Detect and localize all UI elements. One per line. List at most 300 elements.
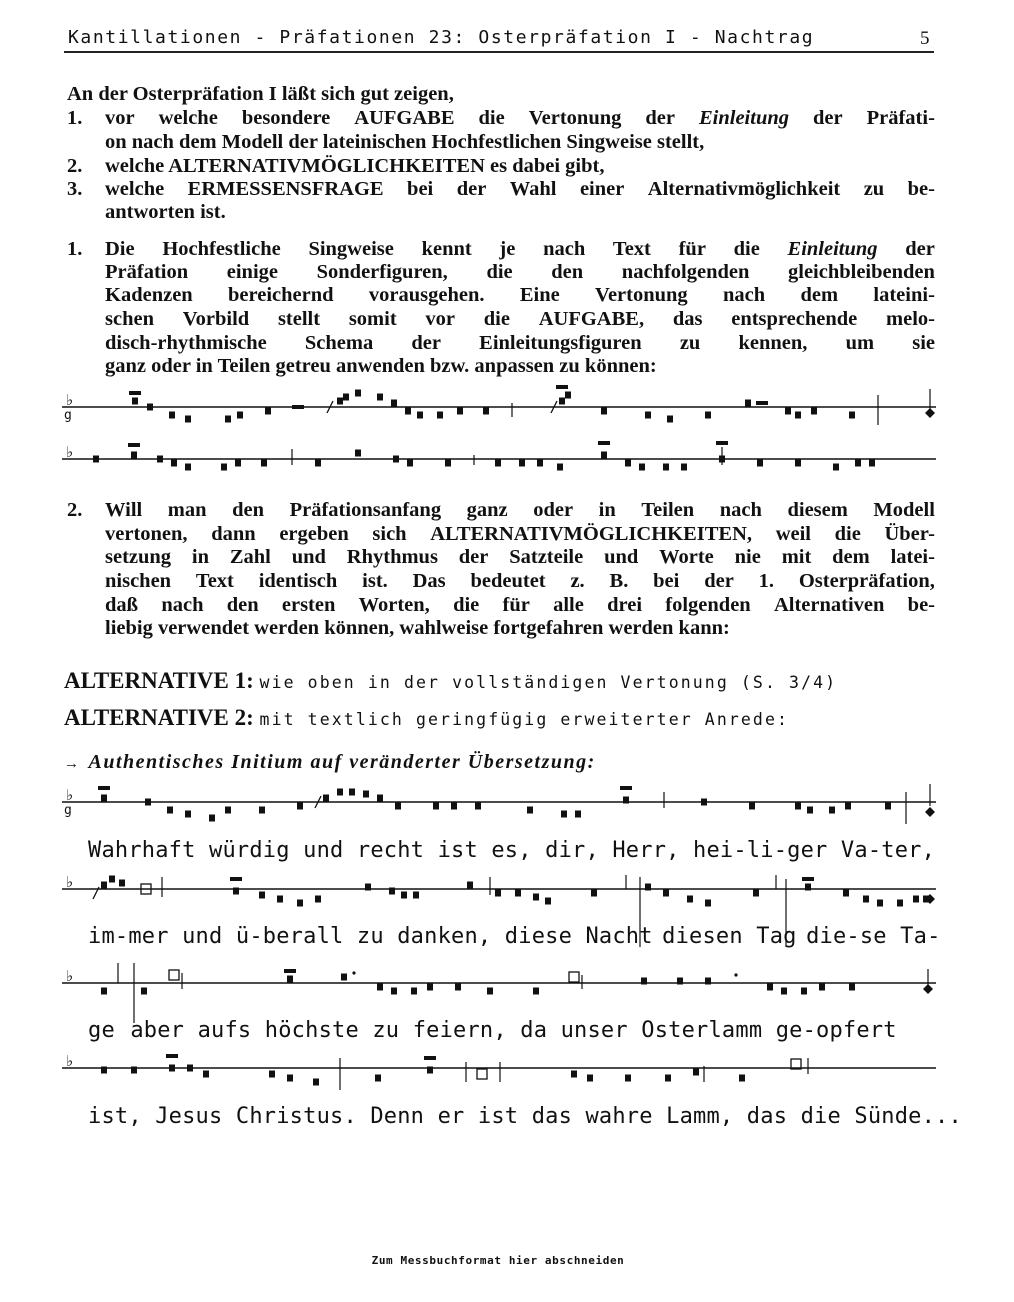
word: sie <box>912 332 935 354</box>
subheading-text: Authentisches Initium auf veränderter Übersetzung: <box>88 751 596 773</box>
neume-note <box>265 408 271 415</box>
alternative-1-label: ALTERNATIVE 1: <box>64 668 254 693</box>
word: die <box>478 107 505 129</box>
final-diamond <box>925 807 935 817</box>
emphasis-text: Einleitung <box>698 107 789 129</box>
word: und <box>291 546 326 568</box>
word: mit <box>781 546 812 568</box>
neume-note <box>119 880 125 887</box>
tenor-dash <box>620 786 632 790</box>
word: Vorbild <box>182 308 250 330</box>
word: ganz <box>466 499 508 521</box>
word: nach <box>161 594 204 616</box>
word: Satzteile <box>509 546 584 568</box>
neume-note <box>625 460 631 467</box>
word: Kadenzen <box>105 284 193 306</box>
neume-note <box>221 464 227 471</box>
neume-note <box>457 408 463 415</box>
tenor-dash <box>128 443 140 447</box>
word: Zahl <box>229 546 271 568</box>
neume-note <box>185 416 191 423</box>
neume-note <box>157 456 163 463</box>
neume-note <box>169 412 175 419</box>
neume-note <box>495 460 501 467</box>
word: Vertonung <box>528 107 622 129</box>
neume-note <box>829 807 835 814</box>
word: sich <box>372 523 407 545</box>
word: Alternativen <box>773 594 885 616</box>
neume-note <box>132 398 138 405</box>
lyric-segment: ge <box>88 1018 115 1043</box>
word: Präfation <box>105 261 189 283</box>
text-segment: liebig verwendet werden können, wahlweise fortgefahren werden kann: <box>105 617 730 639</box>
text-segment: ganz oder in Teilen getreu anwenden bzw. anpassen zu können: <box>105 355 657 377</box>
neume-note <box>845 803 851 810</box>
neume-note <box>377 795 383 802</box>
word: setzung <box>105 546 172 568</box>
word: vertonen, <box>105 523 188 545</box>
word: der <box>411 332 441 354</box>
neume-note <box>101 795 107 802</box>
neume-note <box>781 988 787 995</box>
neume-note <box>601 408 607 415</box>
running-header-title: Kantillationen - Präfationen 23: Osterpräfation I - Nachtrag <box>68 27 815 48</box>
word: einige <box>226 261 278 283</box>
tenor-dash <box>230 877 242 881</box>
list-number: 2. <box>67 155 83 177</box>
neume-note <box>395 803 401 810</box>
flat-sign: ♭ <box>66 443 74 461</box>
neume-note <box>349 789 355 796</box>
neume-note <box>417 412 423 419</box>
neume-note <box>427 984 433 991</box>
word: in <box>191 546 210 568</box>
neume-note <box>391 400 397 407</box>
word: Osterpräfation, <box>798 570 935 592</box>
neume-note <box>519 460 525 467</box>
word: AUFGABE, <box>538 308 645 330</box>
word: Alternativmöglichkeit <box>647 178 841 200</box>
neume-note <box>287 1075 293 1082</box>
neume-note <box>693 1069 699 1076</box>
lyric-segment: diesen Tag <box>662 924 797 949</box>
neume-note <box>687 896 693 903</box>
word: Das <box>412 570 446 592</box>
neume-note <box>261 460 267 467</box>
word: den <box>551 261 584 283</box>
neume-note <box>645 884 651 891</box>
word: somit <box>348 308 397 330</box>
word: Teilen <box>641 499 695 521</box>
neume-note <box>681 464 687 471</box>
neume-note <box>185 464 191 471</box>
word: Über- <box>884 523 935 545</box>
neume-note <box>131 452 137 459</box>
neume-note <box>495 890 501 897</box>
neume-note <box>785 408 791 415</box>
neume-note <box>323 795 329 802</box>
neume-note <box>233 888 239 895</box>
neume-note <box>225 416 231 423</box>
word: um <box>845 332 875 354</box>
word: die <box>834 523 861 545</box>
neume-note <box>225 807 231 814</box>
neume-note <box>401 892 407 899</box>
word: AUFGABE <box>354 107 455 129</box>
neume-note <box>749 803 755 810</box>
word: gleichbleibenden <box>788 261 935 283</box>
neume-note <box>101 1067 107 1074</box>
neume-note <box>185 811 191 818</box>
neume-note <box>849 984 855 991</box>
neume-note <box>575 811 581 818</box>
neume-note <box>365 884 371 891</box>
flat-sign: ♭ <box>66 786 74 804</box>
neume-note <box>131 1067 137 1074</box>
neume-note <box>591 890 597 897</box>
word: Eine <box>519 284 560 306</box>
lyric-segment: im-mer und ü-berall zu danken, diese Nacht <box>88 924 653 949</box>
tenor-dash <box>598 441 610 445</box>
lyric-segment: die-se Ta- <box>806 924 941 949</box>
word: bei <box>653 570 680 592</box>
neume-note <box>667 416 673 423</box>
word: ergeben <box>279 523 349 545</box>
neume-note <box>533 988 539 995</box>
neume-note <box>413 892 419 899</box>
neume-note <box>145 799 151 806</box>
neume-note <box>897 900 903 907</box>
neume-note <box>863 896 869 903</box>
neume-note <box>315 896 321 903</box>
word: ist. <box>362 570 388 592</box>
neume-note <box>833 464 839 471</box>
neume-note <box>601 452 607 459</box>
neume-note <box>437 412 443 419</box>
neume-note <box>639 464 645 471</box>
neume-note <box>377 984 383 991</box>
neume-note <box>93 456 99 463</box>
word: Modell <box>873 499 935 521</box>
clef-sign: g <box>64 408 72 423</box>
neume-note <box>363 791 369 798</box>
word: nach <box>723 284 766 306</box>
neume-note <box>169 1065 175 1072</box>
neume-note <box>337 789 343 796</box>
word: Wahl <box>509 178 557 200</box>
neume-note <box>393 456 399 463</box>
word: Hochfestliche <box>162 238 281 260</box>
word: Die <box>105 238 135 260</box>
neume-note <box>101 988 107 995</box>
word: Schema <box>304 332 374 354</box>
word: daß <box>105 594 139 616</box>
word: bereichernd <box>228 284 334 306</box>
neume-note <box>571 1071 577 1078</box>
neume-note <box>855 460 861 467</box>
word: welche <box>158 107 218 129</box>
word: entsprechende <box>731 308 858 330</box>
mora-dot <box>352 971 355 974</box>
clef-sign: g <box>64 803 72 818</box>
word: nach <box>719 499 762 521</box>
word: die <box>483 308 510 330</box>
neume-note <box>811 408 817 415</box>
neume-note <box>269 1071 275 1078</box>
word: Will <box>105 499 143 521</box>
neume-note <box>745 400 751 407</box>
neume-note <box>411 988 417 995</box>
emphasis-text: Einleitung <box>787 238 878 260</box>
neume-note <box>237 412 243 419</box>
neume-note <box>277 896 283 903</box>
neume-note <box>801 988 807 995</box>
word: den <box>232 499 265 521</box>
neume-note <box>663 890 669 897</box>
word: Vertonung <box>595 284 688 306</box>
neume-note <box>515 890 521 897</box>
word: welche <box>105 178 165 200</box>
tenor-dash <box>556 385 568 389</box>
neume-note <box>467 882 473 889</box>
word: vor <box>105 107 135 129</box>
word: die <box>453 594 480 616</box>
list-number: 2. <box>67 499 83 521</box>
word: ALTERNATIVMÖGLICHKEITEN, <box>430 523 753 545</box>
neume-note <box>869 460 875 467</box>
neume-note <box>885 803 891 810</box>
neume-note <box>259 892 265 899</box>
mora-dot <box>734 973 737 976</box>
neume-note <box>483 408 489 415</box>
final-diamond <box>923 984 933 994</box>
neume-note <box>445 460 451 467</box>
word: Einleitungsfiguren <box>479 332 642 354</box>
neume-note <box>355 390 361 397</box>
neume-note <box>677 978 683 985</box>
neume-note <box>559 398 565 405</box>
neume-note <box>561 811 567 818</box>
neume-note <box>877 900 883 907</box>
word: ERMESSENSFRAGE <box>187 178 384 200</box>
neume-note <box>533 894 539 901</box>
neume-note <box>407 460 413 467</box>
word: schen <box>105 308 154 330</box>
neume-note <box>475 803 481 810</box>
word: einer <box>579 178 625 200</box>
neume-note <box>433 803 439 810</box>
neume-note <box>843 890 849 897</box>
intro-lead: An der Osterpräfation I läßt sich gut zeigen, <box>67 83 454 105</box>
word: der <box>905 238 935 260</box>
word: Worte <box>659 546 714 568</box>
word: bei <box>407 178 434 200</box>
neume-note <box>739 1075 745 1082</box>
neume-note <box>355 450 361 457</box>
neume-note <box>641 978 647 985</box>
footer-cut-note: Zum Messbuchformat hier abschneiden <box>371 1254 625 1267</box>
lyric-line-4: ist, Jesus Christus. Denn er ist das wahre Lamm, das die Sünde... <box>88 1104 962 1129</box>
word: be- <box>907 594 935 616</box>
neume-note <box>405 408 411 415</box>
text-segment: on nach dem Modell der lateinischen Hochfestlichen Singweise stellt, <box>105 131 705 153</box>
neume-note <box>315 460 321 467</box>
word: der <box>704 570 734 592</box>
neume-note <box>171 460 177 467</box>
neume-note <box>109 876 115 883</box>
neume-note <box>377 394 383 401</box>
neume-note <box>663 464 669 471</box>
neume-note <box>235 460 241 467</box>
word: besondere <box>241 107 331 129</box>
neume-note <box>565 392 571 399</box>
word: B. <box>609 570 629 592</box>
word: für <box>678 238 706 260</box>
neume-note <box>487 988 493 995</box>
word: 1. <box>758 570 774 592</box>
neume-note <box>767 984 773 991</box>
word: kennen, <box>738 332 808 354</box>
neume-note <box>147 404 153 411</box>
neume-note <box>807 807 813 814</box>
neume-note <box>455 984 461 991</box>
neume-note <box>287 976 293 983</box>
hollow-note <box>169 970 179 980</box>
neume-note <box>375 1075 381 1082</box>
word: Text <box>612 238 651 260</box>
word: vor <box>425 308 456 330</box>
word: Singweise <box>308 238 394 260</box>
neume-note <box>209 815 215 822</box>
word: bedeutet <box>470 570 546 592</box>
word: man <box>167 499 207 521</box>
flat-sign: ♭ <box>66 1052 74 1070</box>
word: disch-rhythmische <box>105 332 267 354</box>
neume-note <box>705 900 711 907</box>
neume-note <box>141 988 147 995</box>
word: ersten <box>281 594 336 616</box>
lyric-segment: aber aufs höchste zu feiern, da unser Osterlamm ge-opfert <box>130 1018 897 1043</box>
word: je <box>499 238 516 260</box>
hollow-note <box>569 972 579 982</box>
flat-sign: ♭ <box>66 391 74 409</box>
word: der <box>645 107 675 129</box>
word: kennt <box>421 238 472 260</box>
word: lateini- <box>873 284 935 306</box>
tenor-dash <box>424 1056 436 1060</box>
word: der <box>458 546 489 568</box>
word: in <box>598 499 616 521</box>
word: die <box>733 238 760 260</box>
word: das <box>672 308 703 330</box>
word: alle <box>553 594 584 616</box>
word: nachfolgenden <box>621 261 750 283</box>
word: stellt <box>277 308 321 330</box>
list-number: 1. <box>67 107 83 129</box>
word: Präfationsanfang <box>289 499 442 521</box>
word: z. <box>570 570 585 592</box>
flat-sign: ♭ <box>66 873 74 891</box>
neume-note <box>389 888 395 895</box>
neume-note <box>427 1067 433 1074</box>
neume-note <box>665 1075 671 1082</box>
hollow-note <box>477 1069 487 1079</box>
neume-note <box>451 803 457 810</box>
list-number: 1. <box>67 238 83 260</box>
neume-note <box>795 460 801 467</box>
neume-note <box>819 984 825 991</box>
tenor-dash <box>98 786 110 790</box>
word: Worten, <box>358 594 430 616</box>
neume-note <box>537 460 543 467</box>
final-diamond <box>925 408 935 418</box>
page-number: 5 <box>920 28 930 49</box>
word: und <box>604 546 639 568</box>
neume-note <box>913 896 919 903</box>
tenor-dash <box>166 1054 178 1058</box>
word: weil <box>775 523 811 545</box>
text-segment: welche ALTERNATIVMÖGLICHKEITEN es dabei gibt, <box>105 155 605 177</box>
word: den <box>226 594 259 616</box>
neume-note <box>719 456 725 463</box>
neume-note <box>167 807 173 814</box>
alternative-2-label: ALTERNATIVE 2: <box>64 705 254 730</box>
neume-note <box>705 978 711 985</box>
neume-note <box>297 900 303 907</box>
tenor-dash <box>802 877 814 881</box>
word: der <box>813 107 843 129</box>
neume-note <box>337 398 343 405</box>
word: zu <box>863 178 885 200</box>
neume-note <box>313 1079 319 1086</box>
tenor-dash <box>284 969 296 973</box>
neume-note <box>391 988 397 995</box>
alternative-2-description: mit textlich geringfügig erweiterter Anrede: <box>259 710 790 729</box>
arrow-right-icon: → <box>64 756 81 772</box>
word: die <box>486 261 513 283</box>
word: für <box>502 594 530 616</box>
word: dem <box>800 284 839 306</box>
neume-note <box>587 1075 593 1082</box>
neume-note <box>701 799 707 806</box>
neume-note <box>795 803 801 810</box>
neume-note <box>795 412 801 419</box>
word: diesem <box>787 499 848 521</box>
word: nischen <box>105 570 172 592</box>
neume-note <box>101 882 107 889</box>
neume-note <box>187 1065 193 1072</box>
tenor-dash <box>129 391 141 395</box>
word: nie <box>734 546 761 568</box>
list-number: 3. <box>67 178 83 200</box>
word: Text <box>195 570 234 592</box>
word: der <box>456 178 487 200</box>
neume-note <box>527 807 533 814</box>
word: melo- <box>886 308 935 330</box>
neume-note <box>203 1071 209 1078</box>
neume-note <box>545 898 551 905</box>
word: zu <box>679 332 701 354</box>
neume-note <box>705 412 711 419</box>
neume-note <box>297 803 303 810</box>
neume-note <box>259 807 265 814</box>
neume-note <box>343 394 349 401</box>
neume-note <box>645 412 651 419</box>
word: folgenden <box>665 594 751 616</box>
word: Rhythmus <box>346 546 438 568</box>
flat-sign: ♭ <box>66 967 74 985</box>
tenor-dash <box>716 441 728 445</box>
